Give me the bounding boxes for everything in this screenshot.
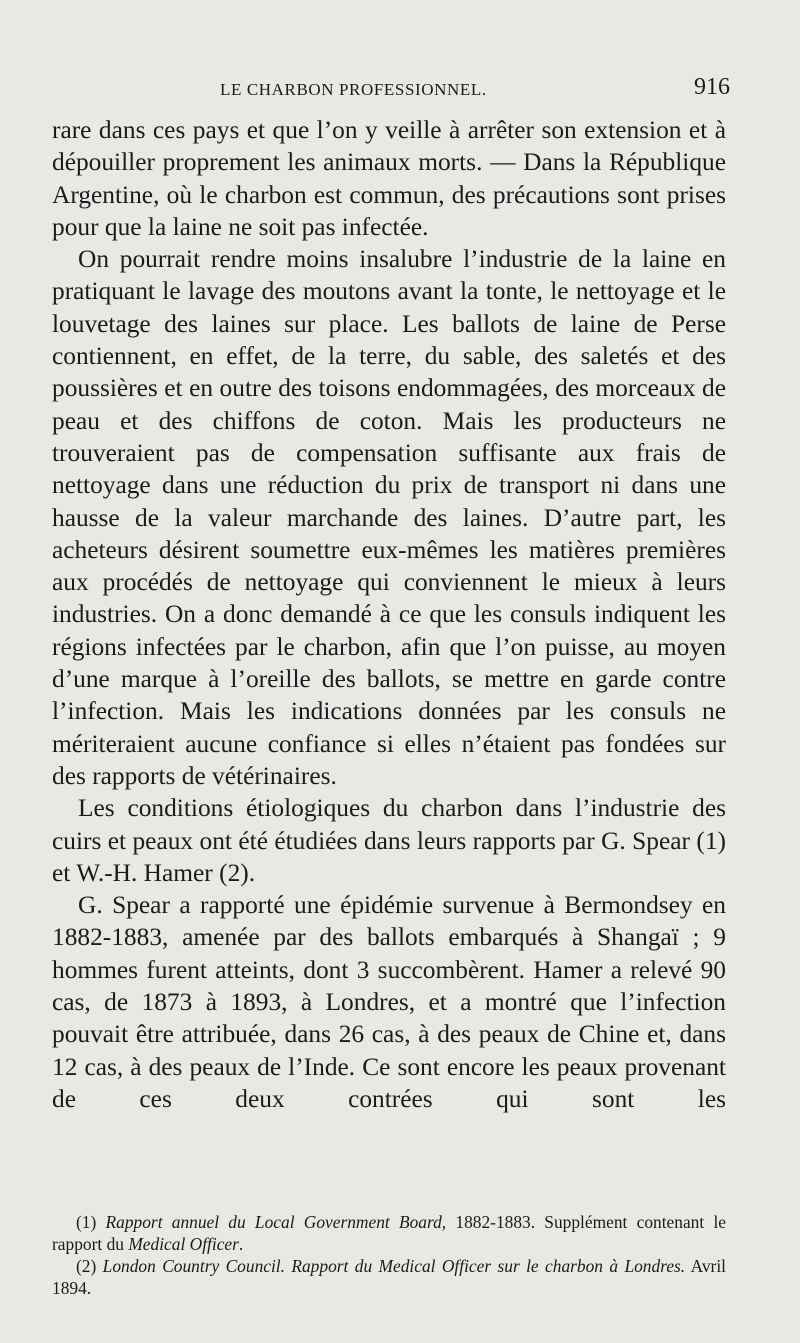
- running-head: LE CHARBON PROFESSIONNEL.: [220, 80, 487, 99]
- page-header: [50, 72, 730, 108]
- paragraph-spear-hamer: G. Spear a rapporté une épidémie survenue à Bermondsey en 1882-1883, amenée par des ballots embarqués à Shangaï ; 9 hommes furent atteints, dont 3 succombèrent. Hamer a relevé 90 cas, de 1873 à 1893, à Londres, et a montré que l’infection pouvait être attribuée, dans 26 cas, à des peaux de Chine et, dans 12 cas, à des peaux de l’Inde. Ce sont encore les peaux provenant de ces deux contrées qui sont les: [52, 891, 726, 1113]
- paragraph-wool-industry: On pourrait rendre moins insalubre l’industrie de la laine en pratiquant le lavage des moutons avant la tonte, le nettoyage et le louvetage des laines sur place. Les ballots de laine de Perse contiennent, en effet, de la terre, du sable, des saletés et des poussières et en outre des toisons endommagées, des morceaux de peau et des chiffons de coton. Mais les producteurs ne trouveraient pas de compensation suffisante aux frais de nettoyage dans une réduction du prix de transport ni dans une hausse de la valeur marchande des laines. D’autre part, les acheteurs désirent soumettre eux-mêmes les matières premières aux procédés de nettoyage qui conviennent le mieux à leurs industries. On a donc demandé à ce que les consuls indiquent les régions infectées par le charbon, afin que l’on puisse, au moyen d’une marque à l’oreille des ballots, se mettre en garde contre l’infection. Mais les indications données par les consuls ne mériteraient aucune confiance si elles n’étaient pas fondées sur des rapports de vétérinaires.: [52, 245, 726, 790]
- body-text: [52, 114, 726, 1115]
- footnote-1: [52, 1211, 726, 1255]
- paragraph-continuation: rare dans ces pays et que l’on y veille à arrêter son extension et à dépouiller proprement les animaux morts. — Dans la République Argentine, où le charbon est commun, des précautions sont prises pour que la laine ne soit pas infectée.: [52, 116, 726, 241]
- footnote-2: [52, 1255, 726, 1299]
- page-number: 916: [694, 74, 730, 100]
- paragraph-leather-etiology: Les conditions étiologiques du charbon dans l’industrie des cuirs et peaux ont été étudiées dans leurs rapports par G. Spear (1) et W.-H. Hamer (2).: [52, 794, 726, 887]
- footnotes: [52, 1211, 726, 1299]
- footnote-text: 1882-1883. Supplément contenant le rapport du: [52, 1212, 726, 1254]
- footnote-number: (2): [76, 1256, 97, 1276]
- footnote-number: (1): [76, 1212, 97, 1232]
- footnote-title: Rapport annuel du Local Government Board,: [105, 1212, 447, 1232]
- footnote-text: Avril 1894.: [52, 1256, 726, 1298]
- footnote-source: Medical Officer: [128, 1234, 239, 1254]
- footnote-title: London Country Council. Rapport du Medical Officer sur le charbon à Londres.: [102, 1256, 686, 1276]
- footnote-end: .: [238, 1234, 244, 1254]
